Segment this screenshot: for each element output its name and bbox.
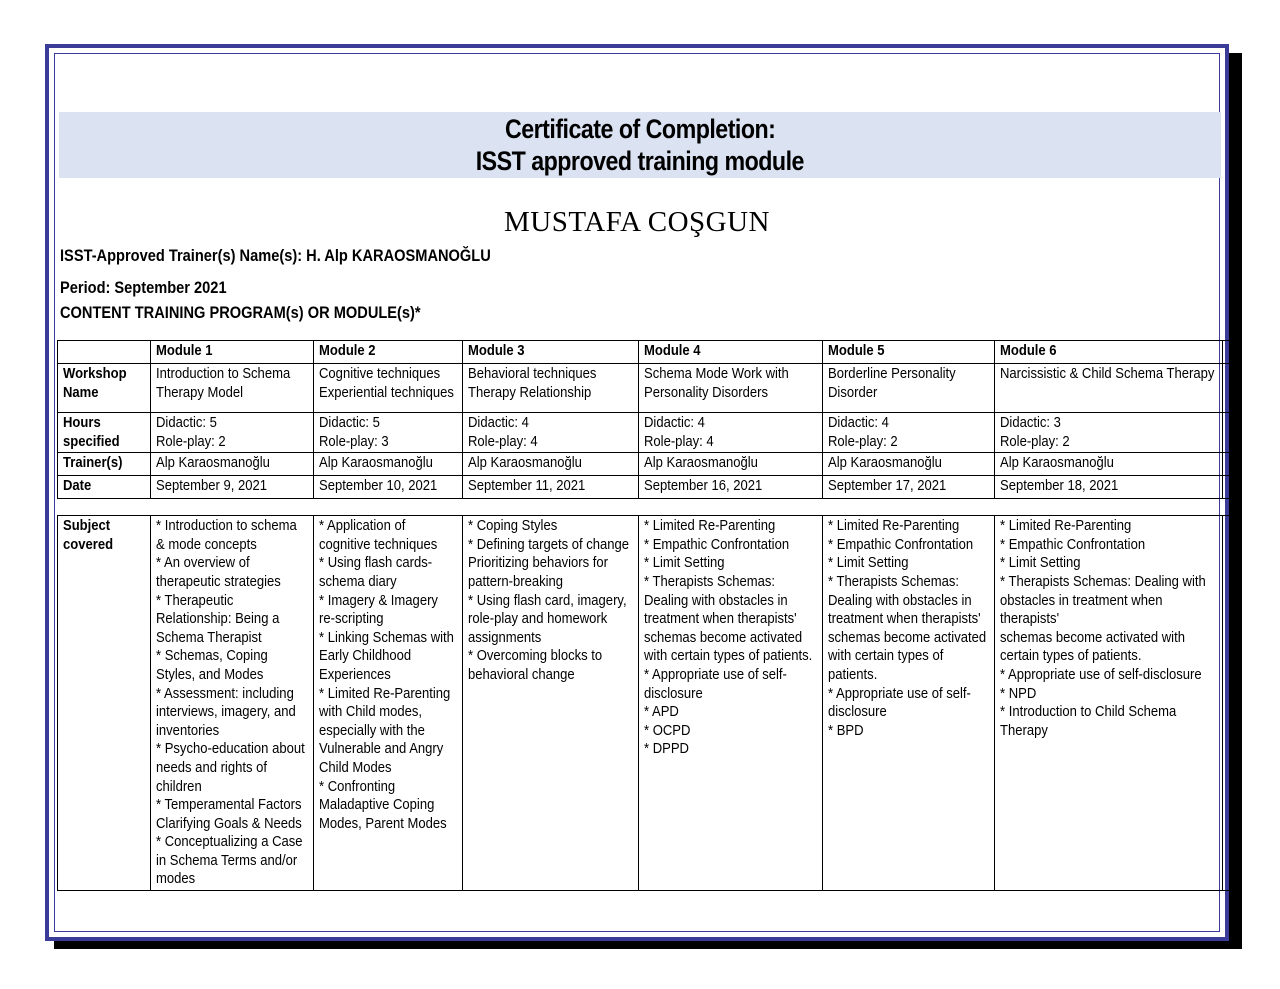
workshop-row-cell [151,364,314,413]
hours-row-cell [995,413,1223,453]
gap-cell [823,499,995,516]
date-row-cell-text: September 9, 2021 [156,478,268,495]
trainer-row-cell [995,453,1223,476]
hours-row-cell [314,413,463,453]
module-header [823,341,995,364]
date-row-label [58,476,151,499]
date-row-cell [995,476,1223,499]
module-header-text: Module 3 [468,343,525,359]
trainer-row-cell-text: Alp Karaosmanoğlu [319,455,433,472]
date-row-cell [639,476,823,499]
trainer-row-cell [463,453,639,476]
hours-row-label-text: Hours specified [63,415,120,450]
workshop-row-cell-text: Schema Mode Work with Personality Disorders [644,366,789,401]
gap-cell [151,499,314,516]
module-header-text: Module 4 [644,343,701,359]
date-row-cell [314,476,463,499]
trainer-row [58,453,1236,476]
workshop-row-cell-text: Behavioral techniques Therapy Relationship [468,366,597,401]
workshop-row-cell-text: Narcissistic & Child Schema Therapy [1000,366,1215,382]
workshop-row-label-text: Workshop Name [63,366,127,401]
module-header [151,341,314,364]
subject-row-cell-text: * Introduction to schema & mode concepts * An overview of therapeutic strategies * Therapeutic Relationship: Being a Schema Therapist * Schemas, Coping Styles, and Modes * Assessment: including interviews, imagery, and inventories * Psycho-education about needs and rights of children * Temperamental Factors Clarifying Goals & Needs * Conceptualizing a Case in Schema Terms and/or modes [156,518,305,888]
subject-row-cell [463,516,639,891]
subject-row-cell-text: * Limited Re-Parenting * Empathic Confrontation * Limit Setting * Therapists Schemas: Dealing with obstacles in treatment when therapists' schemas become activated with certain types of patients. * Appropriate use of self-disclosure * NPD * Introduction to Child Schema Therapy [1000,518,1206,739]
date-row-cell [823,476,995,499]
gap-cell [463,499,639,516]
gap-cell [995,499,1223,516]
hours-row-cell [463,413,639,453]
date-row-cell-text: September 17, 2021 [828,478,947,495]
gap-row [58,499,1236,516]
gap-cell [314,499,463,516]
hours-row-cell [639,413,823,453]
date-row-cell-text: September 16, 2021 [644,478,763,495]
hours-row-cell [823,413,995,453]
content-heading: CONTENT TRAINING PROGRAM(s) OR MODULE(s)* [60,303,421,322]
hours-row-cell-text: Didactic: 5 Role-play: 2 [156,415,226,450]
module-header [463,341,639,364]
module-header-text: Module 6 [1000,343,1057,359]
subject-row-cell-text: * Limited Re-Parenting * Empathic Confrontation * Limit Setting * Therapists Schemas: Dealing with obstacles in treatment when therapists' schemas become activated with certain types of patients. * Appropriate use of self-disclosure * APD * OCPD * DPPD [644,518,813,758]
date-row [58,476,1236,499]
header-row [58,341,1236,364]
subject-row-label-text: Subject covered [63,518,114,553]
hours-row-label [58,413,151,453]
hours-row [58,413,1236,453]
certificate-subtitle: ISST approved training module [475,146,805,176]
title-band [59,112,1221,178]
subject-row [58,516,1236,891]
subject-row-cell [639,516,823,891]
module-header [314,341,463,364]
trainer-row-cell [151,453,314,476]
gap-cell [1223,499,1236,516]
subject-row-cell [995,516,1223,891]
recipient-name: MUSTAFA COŞGUN [503,206,770,238]
workshop-row-cell-text: Introduction to Schema Therapy Model [156,366,291,401]
subject-row-cell-text: * Limited Re-Parenting * Empathic Confrontation * Limit Setting * Therapists Schemas: Dealing with obstacles in treatment when therapists' schemas become activated with certain types of patients. * Appropriate use of self-disclosure * BPD [828,518,987,739]
trainer-line: ISST-Approved Trainer(s) Name(s): H. Alp KARAOSMANOĞLU [60,246,491,265]
workshop-row-cell-text: Borderline Personality Disorder [828,366,956,401]
hours-row-cell [151,413,314,453]
workshop-row-cell [639,364,823,413]
hours-row-cell-text: Didactic: 4 Role-play: 4 [468,415,538,450]
subject-row-cell-text: * Coping Styles * Defining targets of change Prioritizing behaviors for pattern-breaking * Using flash card, imagery, role-play and homework assignments * Overcoming blocks to behavioral change [468,518,630,683]
certificate-frame [45,44,1229,941]
subject-row-label [58,516,151,891]
trainer-row-label-text: Trainer(s) [63,455,123,472]
trainer-row-spacer [1223,453,1236,476]
trainer-row-cell [639,453,823,476]
trainer-row-cell-text: Alp Karaosmanoğlu [828,455,942,472]
hours-row-cell-text: Didactic: 4 Role-play: 4 [644,415,714,450]
gap-cell [639,499,823,516]
date-row-label-text: Date [63,478,92,495]
trainer-row-cell-text: Alp Karaosmanoğlu [644,455,758,472]
modules-table [57,340,1236,891]
module-header [639,341,823,364]
trainer-row-cell-text: Alp Karaosmanoğlu [1000,455,1114,472]
subject-row-cell [823,516,995,891]
trainer-row-cell-text: Alp Karaosmanoğlu [468,455,582,472]
hours-row-cell-text: Didactic: 3 Role-play: 2 [1000,415,1070,450]
module-header-text: Module 2 [319,343,376,359]
module-header-text: Module 1 [156,343,213,359]
header-blank [58,341,151,364]
subject-row-cell-text: * Application of cognitive techniques * Using flash cards-schema diary * Imagery & Imagery re-scripting * Linking Schemas with Early Childhood Experiences * Limited Re-Parenting with Child modes, especially with the Vulnerable and Angry Child Modes * Confronting Maladaptive Coping Modes, Parent Modes [319,518,454,832]
subject-row-spacer [1223,516,1236,891]
subject-row-cell [151,516,314,891]
subject-row-cell [314,516,463,891]
date-row-cell-text: September 11, 2021 [468,478,586,495]
hours-row-spacer [1223,413,1236,453]
date-row-cell [463,476,639,499]
date-row-cell-text: September 10, 2021 [319,478,438,495]
trainer-row-cell-text: Alp Karaosmanoğlu [156,455,270,472]
workshop-row-cell [995,364,1223,413]
trainer-row-cell [314,453,463,476]
period-line: Period: September 2021 [60,278,227,297]
date-row-cell-text: September 18, 2021 [1000,478,1119,495]
workshop-row-spacer [1223,364,1236,413]
workshop-row-cell [823,364,995,413]
trainer-row-label [58,453,151,476]
header-spacer [1223,341,1236,364]
hours-row-cell-text: Didactic: 5 Role-play: 3 [319,415,389,450]
workshop-row-cell [463,364,639,413]
date-row-spacer [1223,476,1236,499]
workshop-row-cell [314,364,463,413]
trainer-row-cell [823,453,995,476]
workshop-row-label [58,364,151,413]
module-header-text: Module 5 [828,343,885,359]
module-header [995,341,1223,364]
hours-row-cell-text: Didactic: 4 Role-play: 2 [828,415,898,450]
certificate-title: Certificate of Completion: [504,114,776,144]
workshop-row-cell-text: Cognitive techniques Experiential techniques [319,366,454,401]
gap-cell [58,499,151,516]
date-row-cell [151,476,314,499]
workshop-row [58,364,1236,413]
